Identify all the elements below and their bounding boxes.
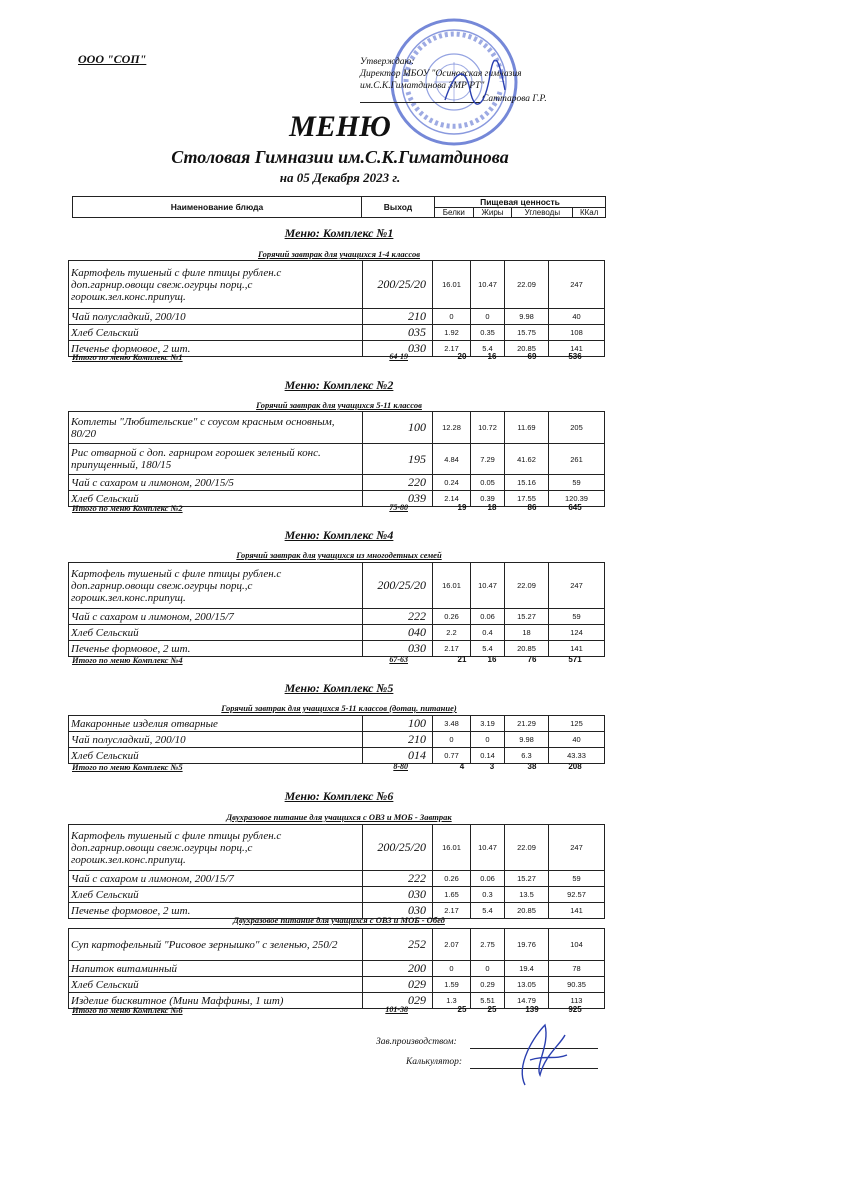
complex-total [72, 762, 606, 772]
dish-carbs: 9.98 [505, 732, 549, 748]
dish-kcal: 141 [549, 641, 605, 657]
table-row [69, 716, 605, 732]
dish-fats: 5.51 [471, 993, 505, 1009]
dish-fats: 0.4 [471, 625, 505, 641]
dish-fats: 5.4 [471, 641, 505, 657]
dish-proteins: 2.14 [433, 491, 471, 507]
complex-total [72, 352, 606, 362]
menu-table [68, 824, 605, 919]
dish-fats: 0.3 [471, 887, 505, 903]
dish-proteins: 16.01 [433, 825, 471, 871]
table-row [69, 412, 605, 444]
dish-kcal: 141 [549, 903, 605, 919]
dish-output: 252 [363, 929, 433, 961]
dish-proteins: 2.2 [433, 625, 471, 641]
dish-carbs: 14.79 [505, 993, 549, 1009]
dish-fats: 5.4 [471, 903, 505, 919]
header-output: Выход [362, 197, 435, 218]
dish-proteins: 0.26 [433, 609, 471, 625]
table-row [69, 325, 605, 341]
dish-kcal: 90.35 [549, 977, 605, 993]
table-row [69, 732, 605, 748]
dish-carbs: 6.3 [505, 748, 549, 764]
total-fats: 25 [487, 1005, 497, 1014]
table-row [69, 961, 605, 977]
dish-name: Чай с сахаром и лимоном, 200/15/7 [69, 871, 363, 887]
complex-title: Меню: Комплекс №6 [284, 789, 394, 803]
table-row [69, 887, 605, 903]
total-kcal: 925 [568, 1005, 582, 1014]
dish-kcal: 108 [549, 325, 605, 341]
total-label: Итого по меню Комплекс №1 [72, 352, 183, 362]
dish-carbs: 41.62 [505, 444, 549, 475]
handwritten-signature-icon [505, 1015, 575, 1095]
dish-proteins: 16.01 [433, 261, 471, 309]
header-kcal: ККал [573, 208, 606, 218]
dish-fats: 0.06 [471, 609, 505, 625]
dish-output: 030 [363, 341, 433, 357]
dish-carbs: 11.69 [505, 412, 549, 444]
total-kcal: 645 [568, 503, 582, 512]
complex-total [72, 1005, 606, 1015]
total-proteins: 25 [457, 1005, 467, 1014]
dish-carbs: 15.16 [505, 475, 549, 491]
dish-name: Картофель тушеный с филе птицы рублен.с доп.гарнир.овощи свеж.огурцы порц.,с горошк.зел.конс.припущ. [69, 261, 363, 309]
total-kcal: 208 [568, 762, 582, 771]
dish-proteins: 0.24 [433, 475, 471, 491]
dish-carbs: 19.76 [505, 929, 549, 961]
page-subtitle: Столовая Гимназии им.С.К.Гиматдинова [171, 147, 509, 167]
complex-title: Меню: Комплекс №2 [284, 378, 394, 392]
dish-proteins: 1.65 [433, 887, 471, 903]
dish-kcal: 104 [549, 929, 605, 961]
complex-total [72, 503, 606, 513]
column-header [72, 196, 606, 218]
dish-kcal: 92.57 [549, 887, 605, 903]
dish-name: Картофель тушеный с филе птицы рублен.с доп.гарнир.овощи свеж.огурцы порц.,с горошк.зел.конс.припущ. [69, 825, 363, 871]
total-output: 64-19 [389, 352, 408, 361]
complex-title: Меню: Комплекс №1 [284, 226, 394, 240]
table-row [69, 563, 605, 609]
complex-total [72, 655, 606, 665]
dish-fats: 0.05 [471, 475, 505, 491]
dish-fats: 0.06 [471, 871, 505, 887]
dish-kcal: 141 [549, 341, 605, 357]
dish-output: 200/25/20 [363, 261, 433, 309]
dish-output: 040 [363, 625, 433, 641]
dish-carbs: 22.09 [505, 563, 549, 609]
total-kcal: 571 [568, 655, 582, 664]
complex-title: Меню: Комплекс №5 [284, 681, 394, 695]
total-carbs: 69 [527, 352, 537, 361]
dish-carbs: 21.29 [505, 716, 549, 732]
table-row [69, 625, 605, 641]
dish-fats: 7.29 [471, 444, 505, 475]
group-subtitle: Горячий завтрак для учащихся 1-4 классов [257, 249, 421, 259]
complex-title: Меню: Комплекс №4 [284, 528, 394, 542]
dish-fats: 0.35 [471, 325, 505, 341]
total-carbs: 38 [527, 762, 537, 771]
dish-name: Хлеб Сельский [69, 748, 363, 764]
dish-fats: 0 [471, 732, 505, 748]
header-name: Наименование блюда [73, 197, 362, 218]
dish-kcal: 113 [549, 993, 605, 1009]
dish-output: 200/25/20 [363, 563, 433, 609]
total-carbs: 86 [527, 503, 537, 512]
total-fats: 18 [487, 503, 497, 512]
dish-name: Хлеб Сельский [69, 491, 363, 507]
dish-output: 014 [363, 748, 433, 764]
dish-kcal: 78 [549, 961, 605, 977]
dish-proteins: 12.28 [433, 412, 471, 444]
production-manager-label: Зав.производством: [376, 1037, 457, 1047]
dish-output: 030 [363, 641, 433, 657]
dish-kcal: 40 [549, 732, 605, 748]
total-output: 75-80 [389, 503, 408, 512]
table-row [69, 929, 605, 961]
dish-carbs: 15.27 [505, 609, 549, 625]
dish-name: Чай полусладкий, 200/10 [69, 309, 363, 325]
total-output: 101-38 [385, 1005, 408, 1014]
dish-name: Макаронные изделия отварные [69, 716, 363, 732]
table-row [69, 309, 605, 325]
header-carbs: Углеводы [512, 208, 573, 218]
dish-kcal: 205 [549, 412, 605, 444]
dish-proteins: 0 [433, 961, 471, 977]
group-subtitle: Горячий завтрак для учащихся из многодетных семей [236, 550, 442, 560]
director-signature-icon [440, 60, 510, 110]
table-row [69, 977, 605, 993]
dish-name: Чай полусладкий, 200/10 [69, 732, 363, 748]
dish-kcal: 247 [549, 563, 605, 609]
dish-kcal: 125 [549, 716, 605, 732]
dish-fats: 0.29 [471, 977, 505, 993]
total-fats: 3 [489, 762, 495, 771]
menu-table [68, 562, 605, 657]
dish-carbs: 22.09 [505, 825, 549, 871]
dish-carbs: 17.55 [505, 491, 549, 507]
menu-table [68, 260, 605, 357]
total-proteins: 19 [457, 503, 467, 512]
dish-output: 039 [363, 491, 433, 507]
dish-proteins: 0 [433, 732, 471, 748]
dish-output: 035 [363, 325, 433, 341]
dish-name: Суп картофельный "Рисовое зернышко" с зеленью, 250/2 [69, 929, 363, 961]
dish-output: 029 [363, 993, 433, 1009]
dish-fats: 0.39 [471, 491, 505, 507]
dish-proteins: 1.92 [433, 325, 471, 341]
total-label: Итого по меню Комплекс №2 [72, 503, 183, 513]
menu-date: на 05 Декабря 2023 г. [279, 170, 401, 185]
dish-fats: 5.4 [471, 341, 505, 357]
dish-fats: 2.75 [471, 929, 505, 961]
dish-output: 200/25/20 [363, 825, 433, 871]
dish-proteins: 2.17 [433, 641, 471, 657]
dish-proteins: 16.01 [433, 563, 471, 609]
dish-name: Печенье формовое, 2 шт. [69, 903, 363, 919]
dish-proteins: 0.26 [433, 871, 471, 887]
dish-kcal: 261 [549, 444, 605, 475]
calculator-label: Калькулятор: [406, 1057, 463, 1067]
dish-fats: 0 [471, 961, 505, 977]
dish-fats: 10.47 [471, 563, 505, 609]
dish-output: 100 [363, 412, 433, 444]
table-row [69, 825, 605, 871]
table-row [69, 871, 605, 887]
total-proteins: 21 [457, 655, 467, 664]
dish-kcal: 59 [549, 475, 605, 491]
dish-output: 222 [363, 609, 433, 625]
dish-name: Картофель тушеный с филе птицы рублен.с доп.гарнир.овощи свеж.огурцы порц.,с горошк.зел.конс.припущ. [69, 563, 363, 609]
approval-position: Директор МБОУ "Осиновская гимназия [360, 69, 522, 79]
dish-fats: 10.47 [471, 825, 505, 871]
dish-name: Рис отварной с доп. гарниром горошек зеленый конс. припущенный, 180/15 [69, 444, 363, 475]
header-nutrition: Пищевая ценность [435, 197, 606, 208]
total-proteins: 4 [459, 762, 465, 771]
dish-kcal: 124 [549, 625, 605, 641]
total-kcal: 536 [568, 352, 582, 361]
dish-name: Изделие бисквитное (Мини Маффины, 1 шт) [69, 993, 363, 1009]
total-output: 8-80 [393, 762, 408, 771]
menu-table [68, 715, 605, 764]
dish-name: Хлеб Сельский [69, 887, 363, 903]
dish-carbs: 15.75 [505, 325, 549, 341]
total-fats: 16 [487, 655, 497, 664]
total-carbs: 139 [525, 1005, 539, 1014]
dish-carbs: 9.98 [505, 309, 549, 325]
group-subtitle: Горячий завтрак для учащихся 5-11 классов (дотац. питание) [221, 703, 457, 713]
approval-label: Утверждаю: [360, 57, 415, 67]
dish-name: Напиток витаминный [69, 961, 363, 977]
dish-carbs: 20.85 [505, 903, 549, 919]
dish-output: 210 [363, 309, 433, 325]
dish-output: 200 [363, 961, 433, 977]
dish-carbs: 13.05 [505, 977, 549, 993]
dish-name: Хлеб Сельский [69, 977, 363, 993]
dish-name: Чай с сахаром и лимоном, 200/15/5 [69, 475, 363, 491]
dish-carbs: 19.4 [505, 961, 549, 977]
dish-proteins: 2.17 [433, 341, 471, 357]
total-label: Итого по меню Комплекс №6 [72, 1005, 183, 1015]
dish-name: Котлеты "Любительские" с соусом красным основным, 80/20 [69, 412, 363, 444]
dish-kcal: 59 [549, 871, 605, 887]
dish-fats: 10.47 [471, 261, 505, 309]
dish-fats: 0 [471, 309, 505, 325]
table-row [69, 609, 605, 625]
table-row [69, 444, 605, 475]
header-fats: Жиры [473, 208, 512, 218]
dish-output: 030 [363, 903, 433, 919]
dish-kcal: 120.39 [549, 491, 605, 507]
total-label: Итого по меню Комплекс №4 [72, 655, 183, 665]
dish-kcal: 59 [549, 609, 605, 625]
dish-name: Хлеб Сельский [69, 625, 363, 641]
approval-org: им.С.К.Гиматдинова ЗМР РТ" [360, 81, 485, 91]
table-row [69, 475, 605, 491]
dish-proteins: 3.48 [433, 716, 471, 732]
dish-proteins: 2.17 [433, 903, 471, 919]
dish-name: Печенье формовое, 2 шт. [69, 341, 363, 357]
dish-output: 030 [363, 887, 433, 903]
dish-output: 029 [363, 977, 433, 993]
header-proteins: Белки [435, 208, 474, 218]
total-carbs: 76 [527, 655, 537, 664]
dish-output: 210 [363, 732, 433, 748]
dish-proteins: 0.77 [433, 748, 471, 764]
dish-proteins: 1.3 [433, 993, 471, 1009]
dish-name: Хлеб Сельский [69, 325, 363, 341]
menu-table [68, 411, 605, 507]
dish-carbs: 15.27 [505, 871, 549, 887]
page-title: МЕНЮ [289, 110, 391, 143]
dish-name: Чай с сахаром и лимоном, 200/15/7 [69, 609, 363, 625]
dish-fats: 3.19 [471, 716, 505, 732]
group-subtitle: Двухразовое питание для учащихся с ОВЗ и МОБ - Обед [233, 915, 445, 925]
group-subtitle: Горячий завтрак для учащихся 5-11 классов [256, 400, 422, 410]
dish-output: 195 [363, 444, 433, 475]
dish-carbs: 22.09 [505, 261, 549, 309]
dish-proteins: 4.84 [433, 444, 471, 475]
table-row [69, 261, 605, 309]
dish-proteins: 1.59 [433, 977, 471, 993]
dish-fats: 10.72 [471, 412, 505, 444]
dish-kcal: 247 [549, 825, 605, 871]
dish-output: 100 [363, 716, 433, 732]
dish-fats: 0.14 [471, 748, 505, 764]
total-proteins: 20 [457, 352, 467, 361]
dish-carbs: 20.85 [505, 641, 549, 657]
dish-proteins: 0 [433, 309, 471, 325]
dish-output: 220 [363, 475, 433, 491]
dish-carbs: 18 [505, 625, 549, 641]
dish-kcal: 247 [549, 261, 605, 309]
group-subtitle: Двухразовое питание для учащихся с ОВЗ и МОБ - Завтрак [226, 812, 452, 822]
dish-carbs: 13.5 [505, 887, 549, 903]
dish-output: 222 [363, 871, 433, 887]
total-fats: 16 [487, 352, 497, 361]
company-name: ООО "СОП" [78, 52, 147, 66]
menu-table [68, 928, 605, 1009]
dish-carbs: 20.85 [505, 341, 549, 357]
total-output: 67-63 [389, 655, 408, 664]
dish-kcal: 40 [549, 309, 605, 325]
dish-proteins: 2.07 [433, 929, 471, 961]
dish-kcal: 43.33 [549, 748, 605, 764]
dish-name: Печенье формовое, 2 шт. [69, 641, 363, 657]
total-label: Итого по меню Комплекс №5 [72, 762, 183, 772]
approval-signer: Саттарова Г.Р. [482, 94, 547, 104]
